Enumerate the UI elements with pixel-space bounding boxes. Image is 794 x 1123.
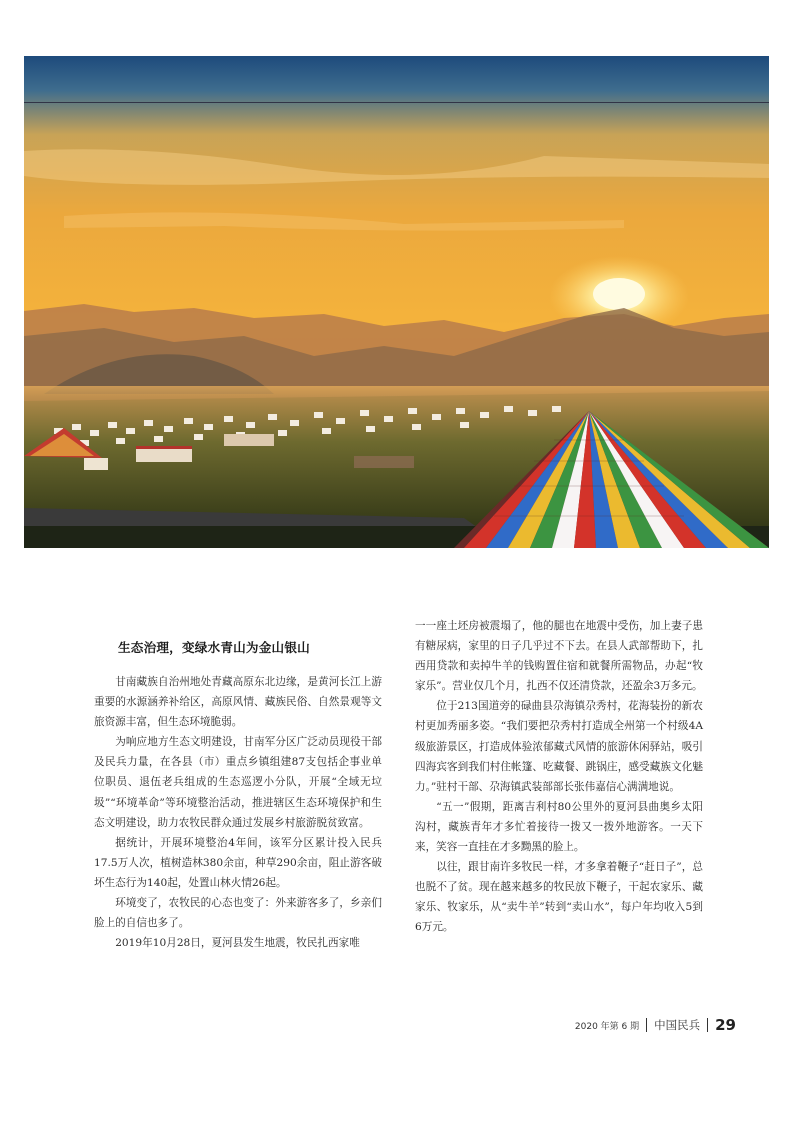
paragraph: 环境变了，农牧民的心态也变了：外来游客多了，乡亲们脸上的自信也多了。 [94, 897, 382, 930]
page-number: 29 [715, 1016, 736, 1034]
article-column-right [415, 616, 703, 938]
cover-photo [24, 56, 769, 548]
footer-divider [646, 1018, 647, 1032]
footer-divider [707, 1018, 708, 1032]
sunset-prayer-flags-landscape-photo [24, 56, 769, 548]
paragraph: 甘南藏族自治州地处青藏高原东北边缘，是黄河长江上游重要的水源涵养补给区，高原风情、藏族民俗、自然景观等文旅资源丰富，但生态环境脆弱。 [94, 676, 382, 729]
photo-top-rule [24, 102, 769, 103]
paragraph: “五一”假期，距离吉利村80公里外的夏河县曲奥乡太阳沟村，藏族青年才多忙着接待一拨又一拨外地游客。一天下来，笑容一直挂在才多黝黑的脸上。 [415, 800, 703, 854]
issue-label: 2020 年第 6 期 [574, 1021, 640, 1032]
paragraph: 位于213国道旁的碌曲县尕海镇尕秀村，花海装扮的新农村更加秀丽多姿。“我们要把尕秀村打造成全州第一个村级4A级旅游景区，打造成体验浓郁藏式风情的旅游休闲驿站，吸引四海宾客到我们村住帐篷、吃藏餐、跳锅庄，感受藏族文化魅力。”驻村干部、尕海镇武装部部长张伟嘉信心满满地说。 [415, 700, 703, 793]
paragraph: 以往，跟甘南许多牧民一样，才多拿着鞭子“赶日子”，总也脱不了贫。现在越来越多的牧民放下鞭子，干起农家乐、藏家乐、牧家乐，从“卖牛羊”转到“卖山水”，每户年均收入5到6万元。 [415, 861, 703, 934]
page-footer [575, 1016, 736, 1034]
paragraph: 为响应地方生态文明建设，甘南军分区广泛动员现役干部及民兵力量，在各县（市）重点乡镇组建87支包括企事业单位职员、退伍老兵组成的生态巡逻小分队，开展“全域无垃圾”“环境革命”等环境整治活动，推进辖区生态环境保护和生态文明建设，助力农牧民群众通过发展乡村旅游脱贫致富。 [94, 736, 382, 829]
article-heading: 生态治理，变绿水青山为金山银山 [118, 640, 310, 655]
paragraph: 2019年10月28日，夏河县发生地震，牧民扎西家唯 [115, 937, 360, 950]
magazine-name: 中国民兵 [654, 1018, 701, 1032]
article-column-left [94, 672, 382, 953]
paragraph-continuation: 一一座土坯房被震塌了，他的腿也在地震中受伤，加上妻子患有糖尿病，家里的日子几乎过不下去。在县人武部帮助下，扎西用贷款和卖掉牛羊的钱购置住宿和就餐所需物品，办起“牧家乐”。营业仅几个月，扎西不仅还清贷款，还盈余3万多元。 [415, 620, 703, 693]
paragraph: 据统计，开展环境整治4年间，该军分区累计投入民兵17.5万人次，植树造林380余亩，种草290余亩，阻止游客破坏生态行为140起，处置山林火情26起。 [94, 836, 382, 889]
